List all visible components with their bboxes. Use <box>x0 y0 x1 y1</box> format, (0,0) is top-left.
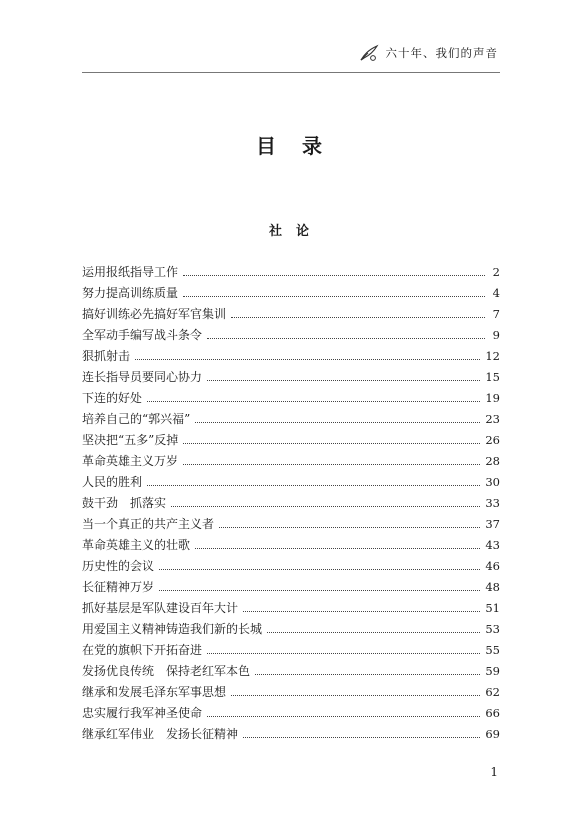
toc-dot-leader <box>231 316 485 318</box>
toc-entry-page: 9 <box>492 328 500 342</box>
toc-entry-title: 运用报纸指导工作 <box>82 265 179 279</box>
toc-entry-page: 66 <box>485 706 500 720</box>
toc-entry-title: 狠抓射击 <box>82 349 131 363</box>
toc-entry[interactable] <box>82 283 500 304</box>
toc-entry-page: 7 <box>492 307 500 321</box>
toc-entry-page: 12 <box>485 349 500 363</box>
toc-entry[interactable] <box>82 640 500 661</box>
toc-entry[interactable] <box>82 472 500 493</box>
toc-entry-page: 23 <box>485 412 500 426</box>
toc-entry-title: 继承红军伟业 发扬长征精神 <box>82 727 239 741</box>
toc-entry[interactable] <box>82 661 500 682</box>
toc-entry[interactable] <box>82 514 500 535</box>
toc-entry[interactable] <box>82 304 500 325</box>
toc-dot-leader <box>183 274 485 276</box>
toc-dot-leader <box>195 421 480 423</box>
toc-dot-leader <box>267 631 480 633</box>
toc-dot-leader <box>135 358 480 360</box>
toc-dot-leader <box>183 463 480 465</box>
toc-entry[interactable] <box>82 556 500 577</box>
toc-entry-page: 15 <box>485 370 500 384</box>
toc-entry[interactable] <box>82 682 500 703</box>
toc-entry-page: 53 <box>485 622 500 636</box>
toc-entry-title: 连长指导员要同心协力 <box>82 370 203 384</box>
toc-dot-leader <box>159 589 480 591</box>
toc-dot-leader <box>207 337 485 339</box>
toc-entry-title: 鼓干劲 抓落实 <box>82 496 167 510</box>
toc-entry-title: 革命英雄主义的壮歌 <box>82 538 191 552</box>
toc-entry-title: 历史性的会议 <box>82 559 155 573</box>
toc-entry-title: 抓好基层是军队建设百年大计 <box>82 601 239 615</box>
toc-entry-title: 坚决把“五多”反掉 <box>82 433 179 447</box>
header-text: 六十年、我们的声音 <box>385 46 498 60</box>
section-title: 社论 <box>268 224 323 239</box>
toc-entry[interactable] <box>82 409 500 430</box>
toc-entry-title: 用爱国主义精神铸造我们新的长城 <box>82 622 263 636</box>
toc-entry[interactable] <box>82 619 500 640</box>
toc-entry[interactable] <box>82 451 500 472</box>
toc-dot-leader <box>147 400 480 402</box>
toc-entry[interactable] <box>82 262 500 283</box>
toc-dot-leader <box>183 295 485 297</box>
toc-entry-title: 当一个真正的共产主义者 <box>82 517 215 531</box>
toc-entry-title: 忠实履行我军神圣使命 <box>82 706 203 720</box>
toc-entry-title: 在党的旗帜下开拓奋进 <box>82 643 203 657</box>
toc-entry-page: 2 <box>492 265 500 279</box>
toc-entry[interactable] <box>82 535 500 556</box>
toc-entry-title: 革命英雄主义万岁 <box>82 454 179 468</box>
toc-entry[interactable] <box>82 430 500 451</box>
toc-dot-leader <box>195 547 480 549</box>
toc-entry-page: 48 <box>485 580 500 594</box>
toc-entry-page: 46 <box>485 559 500 573</box>
toc-entry[interactable] <box>82 346 500 367</box>
toc-entry[interactable] <box>82 724 500 745</box>
toc-dot-leader <box>147 484 480 486</box>
toc-entry-page: 43 <box>485 538 500 552</box>
toc-entry-page: 28 <box>485 454 500 468</box>
toc-dot-leader <box>159 568 480 570</box>
toc-dot-leader <box>219 526 480 528</box>
toc-entry[interactable] <box>82 598 500 619</box>
toc-entry-page: 4 <box>492 286 500 300</box>
toc-entry[interactable] <box>82 367 500 388</box>
toc-entry-page: 37 <box>485 517 500 531</box>
toc-entry-page: 26 <box>485 433 500 447</box>
toc-entry[interactable] <box>82 325 500 346</box>
toc-entry-page: 55 <box>485 643 500 657</box>
quill-pen-icon <box>358 44 380 62</box>
header-divider <box>82 72 500 73</box>
toc-entry-title: 发扬优良传统 保持老红军本色 <box>82 664 251 678</box>
page-title: 目录 <box>256 134 348 158</box>
toc-entry-title: 培养自己的“郭兴福” <box>82 412 191 426</box>
toc-entry-title: 努力提高训练质量 <box>82 286 179 300</box>
toc-entry-title: 搞好训练必先搞好军官集训 <box>82 307 227 321</box>
toc-entry[interactable] <box>82 703 500 724</box>
toc-entry-title: 全军动手编写战斗条令 <box>82 328 203 342</box>
toc-dot-leader <box>207 715 480 717</box>
running-header <box>358 43 499 63</box>
toc-dot-leader <box>255 673 480 675</box>
toc-entry[interactable] <box>82 388 500 409</box>
toc-entry-page: 69 <box>485 727 500 741</box>
toc-entry-page: 62 <box>485 685 500 699</box>
toc-entry[interactable] <box>82 577 500 598</box>
toc-dot-leader <box>183 442 480 444</box>
toc-entry-title: 下连的好处 <box>82 391 143 405</box>
toc-entry-page: 51 <box>485 601 500 615</box>
toc-dot-leader <box>243 736 480 738</box>
toc-dot-leader <box>207 652 480 654</box>
table-of-contents <box>82 262 500 745</box>
toc-entry[interactable] <box>82 493 500 514</box>
toc-entry-title: 人民的胜利 <box>82 475 143 489</box>
toc-entry-page: 59 <box>485 664 500 678</box>
toc-dot-leader <box>243 610 480 612</box>
page-number: 1 <box>490 765 498 779</box>
toc-entry-page: 30 <box>485 475 500 489</box>
toc-dot-leader <box>171 505 480 507</box>
toc-entry-page: 33 <box>485 496 500 510</box>
toc-dot-leader <box>231 694 480 696</box>
toc-dot-leader <box>207 379 480 381</box>
toc-entry-title: 继承和发展毛泽东军事思想 <box>82 685 227 699</box>
toc-entry-title: 长征精神万岁 <box>82 580 155 594</box>
toc-entry-page: 19 <box>485 391 500 405</box>
